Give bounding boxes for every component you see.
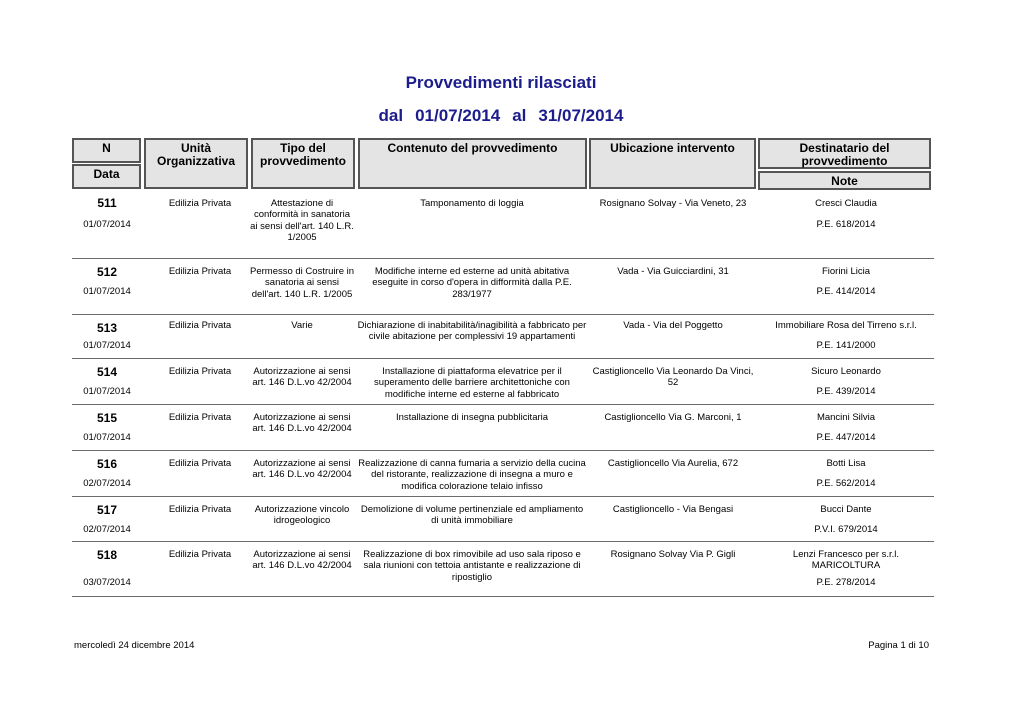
row-unita: Edilizia Privata bbox=[168, 504, 232, 515]
row-contenuto: Tamponamento di loggia bbox=[420, 198, 524, 209]
row-note: P.E. 278/2014 bbox=[816, 577, 876, 588]
row-ubicazione: Castiglioncello Via G. Marconi, 1 bbox=[604, 412, 742, 423]
row-tipo: Autorizzazione ai sensi art. 146 D.L.vo 42/2004 bbox=[252, 412, 352, 435]
period-to: 31/07/2014 bbox=[538, 106, 624, 125]
row-contenuto: Dichiarazione di inabitabilità/inagibilità a fabbricato per civile abitazione per complessivi 19 appartamenti bbox=[357, 320, 587, 343]
row-unita: Edilizia Privata bbox=[168, 320, 232, 331]
row-destinatario: Immobiliare Rosa del Tirreno s.r.l. bbox=[775, 320, 917, 331]
row-ubicazione: Castiglioncello - Via Bengasi bbox=[612, 504, 734, 515]
period-dal: dal bbox=[378, 106, 404, 125]
row-ubicazione: Rosignano Solvay Via P. Gigli bbox=[610, 549, 736, 560]
row-date: 01/07/2014 bbox=[83, 386, 131, 397]
row-ubicazione: Rosignano Solvay - Via Veneto, 23 bbox=[599, 198, 747, 209]
row-tipo: Autorizzazione ai sensi art. 146 D.L.vo 42/2004 bbox=[252, 366, 352, 389]
row-number: 517 bbox=[96, 503, 118, 517]
row-note: P.V.I. 679/2014 bbox=[814, 524, 878, 535]
row-date: 02/07/2014 bbox=[83, 478, 131, 489]
row-date: 03/07/2014 bbox=[83, 577, 131, 588]
header-ubicazione: Ubicazione intervento bbox=[589, 138, 756, 189]
header-n: N bbox=[72, 138, 141, 163]
row-destinatario: Fiorini Licia bbox=[821, 266, 871, 277]
row-contenuto: Demolizione di volume pertinenziale ed ampliamento di unità immobiliare bbox=[360, 504, 584, 527]
row-number: 512 bbox=[96, 265, 118, 279]
header-unita: Unità Organizzativa bbox=[144, 138, 248, 189]
table-row bbox=[72, 542, 934, 597]
row-tipo: Autorizzazione ai sensi art. 146 D.L.vo 42/2004 bbox=[252, 458, 352, 481]
records-table bbox=[72, 190, 934, 597]
row-note: P.E. 447/2014 bbox=[816, 432, 876, 443]
row-note: P.E. 439/2014 bbox=[816, 386, 876, 397]
row-note: P.E. 141/2000 bbox=[816, 340, 876, 351]
row-contenuto: Realizzazione di canna fumaria a servizio della cucina del ristorante, realizzazione di insegna a muro e modifica colorazione telaio infisso bbox=[358, 458, 586, 492]
row-destinatario: Mancini Silvia bbox=[816, 412, 876, 423]
table-row bbox=[72, 359, 934, 405]
row-destinatario: Cresci Claudia bbox=[815, 198, 877, 209]
row-date: 01/07/2014 bbox=[83, 219, 131, 230]
row-note: P.E. 618/2014 bbox=[816, 219, 876, 230]
row-contenuto: Installazione di insegna pubblicitaria bbox=[395, 412, 549, 423]
row-date: 01/07/2014 bbox=[83, 286, 131, 297]
table-row bbox=[72, 259, 934, 315]
row-unita: Edilizia Privata bbox=[168, 366, 232, 377]
row-tipo: Attestazione di conformità in sanatoria ai sensi dell'art. 140 L.R. 1/2005 bbox=[250, 198, 354, 243]
period-from: 01/07/2014 bbox=[415, 106, 501, 125]
row-ubicazione: Castiglioncello Via Leonardo Da Vinci, 52 bbox=[592, 366, 754, 389]
row-unita: Edilizia Privata bbox=[168, 412, 232, 423]
row-date: 01/07/2014 bbox=[83, 432, 131, 443]
footer-page: Pagina 1 di 10 bbox=[868, 640, 929, 651]
table-row bbox=[72, 190, 934, 259]
row-tipo: Autorizzazione vincolo idrogeologico bbox=[254, 504, 350, 527]
row-number: 514 bbox=[96, 365, 118, 379]
table-row bbox=[72, 405, 934, 451]
row-contenuto: Modifiche interne ed esterne ad unità abitativa eseguite in corso d'opera in difformità dalla P.E. 283/1977 bbox=[372, 266, 572, 300]
footer-date: mercoledì 24 dicembre 2014 bbox=[74, 640, 195, 651]
row-note: P.E. 414/2014 bbox=[816, 286, 876, 297]
table-row bbox=[72, 451, 934, 497]
row-destinatario: Botti Lisa bbox=[826, 458, 866, 469]
row-contenuto: Installazione di piattaforma elevatrice per il superamento delle barriere architettoniche con modifiche interne ed esterne al fabbricato bbox=[374, 366, 570, 400]
row-destinatario: Bucci Dante bbox=[820, 504, 872, 515]
page-title: Provvedimenti rilasciati bbox=[405, 73, 597, 92]
row-number: 518 bbox=[96, 548, 118, 562]
row-destinatario: Lenzi Francesco per s.r.l. MARICOLTURA bbox=[792, 549, 900, 572]
row-number: 515 bbox=[96, 411, 118, 425]
row-unita: Edilizia Privata bbox=[168, 266, 232, 277]
row-tipo: Varie bbox=[291, 320, 313, 331]
row-number: 513 bbox=[96, 321, 118, 335]
row-unita: Edilizia Privata bbox=[168, 458, 232, 469]
period-al: al bbox=[512, 106, 527, 125]
row-ubicazione: Vada - Via del Poggetto bbox=[623, 320, 723, 331]
period-title bbox=[0, 106, 1002, 126]
row-note: P.E. 562/2014 bbox=[816, 478, 876, 489]
row-number: 511 bbox=[97, 196, 117, 210]
row-unita: Edilizia Privata bbox=[168, 198, 232, 209]
row-ubicazione: Castiglioncello Via Aurelia, 672 bbox=[607, 458, 739, 469]
header-tipo: Tipo del provvedimento bbox=[251, 138, 355, 189]
table-row bbox=[72, 315, 934, 359]
table-row bbox=[72, 497, 934, 542]
row-date: 01/07/2014 bbox=[83, 340, 131, 351]
row-ubicazione: Vada - Via Guicciardini, 31 bbox=[617, 266, 729, 277]
row-unita: Edilizia Privata bbox=[168, 549, 232, 560]
row-contenuto: Realizzazione di box rimovibile ad uso sala riposo e sala riunioni con tettoia antistante e realizzazione di ripostiglio bbox=[363, 549, 581, 583]
header-destinatario: Destinatario del provvedimento bbox=[758, 138, 931, 169]
header-note: Note bbox=[758, 171, 931, 190]
row-date: 02/07/2014 bbox=[83, 524, 131, 535]
row-destinatario: Sicuro Leonardo bbox=[811, 366, 881, 377]
header-data: Data bbox=[72, 164, 141, 189]
header-contenuto: Contenuto del provvedimento bbox=[358, 138, 587, 189]
row-tipo: Permesso di Costruire in sanatoria ai sensi dell'art. 140 L.R. 1/2005 bbox=[250, 266, 355, 300]
row-number: 516 bbox=[96, 457, 118, 471]
row-tipo: Autorizzazione ai sensi art. 146 D.L.vo 42/2004 bbox=[252, 549, 352, 572]
